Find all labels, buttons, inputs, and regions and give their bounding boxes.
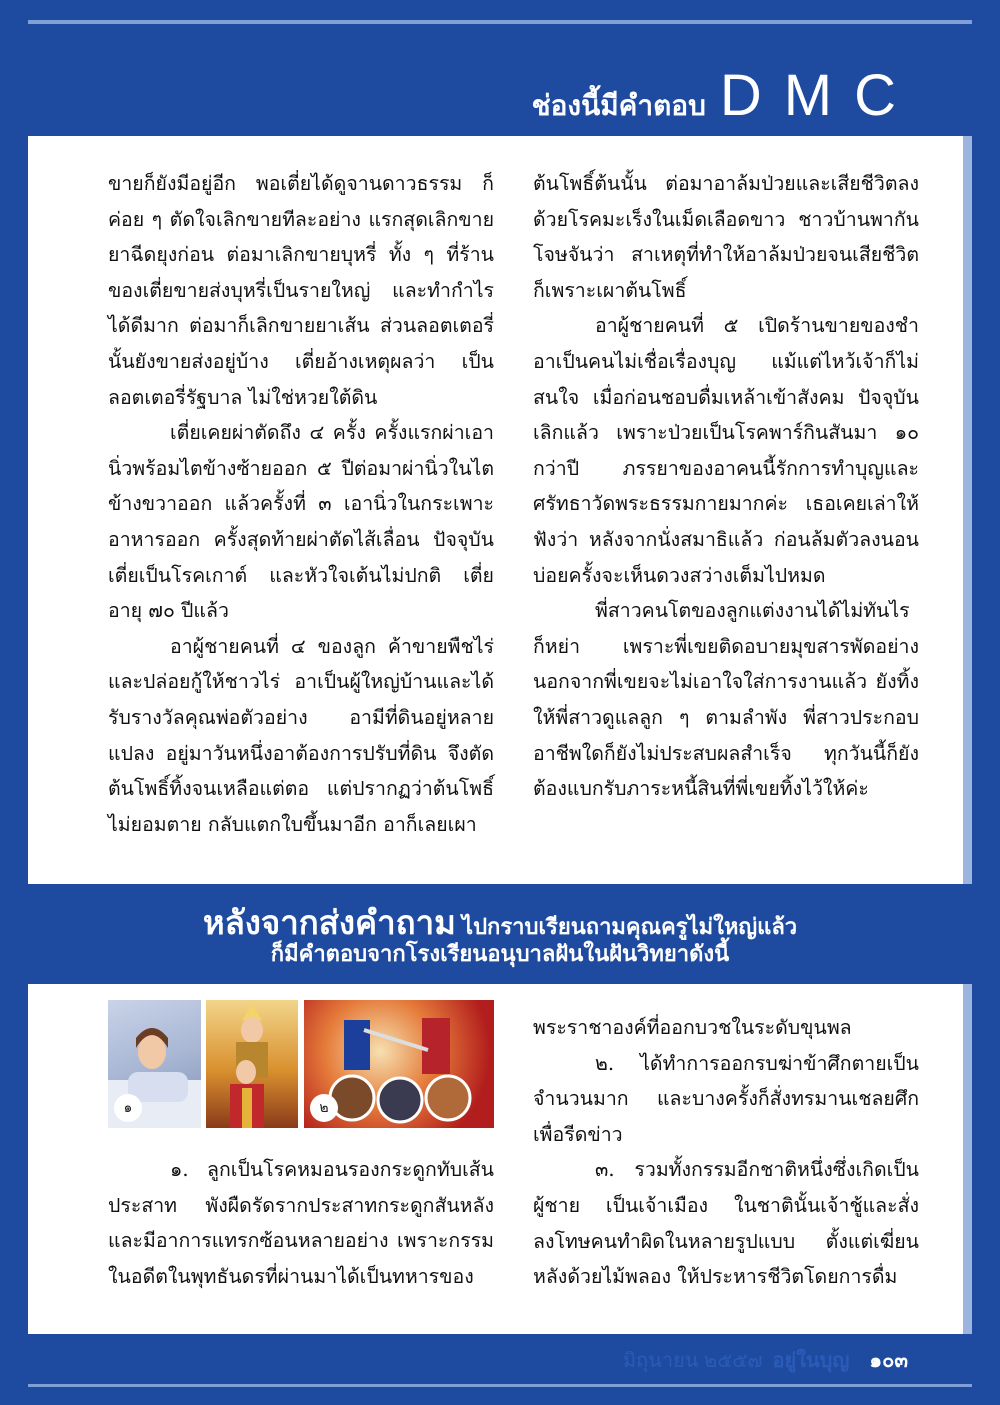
top-panel-edge: [963, 136, 972, 884]
paragraph: เตี่ยเคยผ่าตัดถึง ๔ ครั้ง ครั้งแรกผ่าเอานิ่วพร้อมไตข้างซ้ายออก ๕ ปีต่อมาผ่านิ่วในไตข้างขวาออก แล้วครั้งที่ ๓ เอานิ่วในกระเพาะอาหารออก ครั้งสุดท้ายผ่าตัดไส้เลื่อน ปัจจุบันเตี่ยเป็นโรคเกาต์ และหัวใจเต้นไม่ปกติ เตี่ยอายุ ๗๐ ปีแล้ว: [108, 421, 494, 623]
illustration-number: ๒: [310, 1094, 338, 1122]
paragraph: อาผู้ชายคนที่ ๕ เปิดร้านขายของชำ อาเป็นคนไม่เชื่อเรื่องบุญ แม้แต่ไหว้เจ้าก็ไม่สนใจ เมื่อก่อนชอบดื่มเหล้าเข้าสังคม ปัจจุบันเลิกแล้ว เพราะป่วยเป็นโรคพาร์กินสันมา ๑๐ กว่าปี ภรรยาของอาคนนี้รักการทำบุญและศรัทธาวัดพระธรรมกายมากค่ะ เธอเคยเล่าให้ฟังว่า หลังจากนั่งสมาธิแล้ว ก่อนล้มตัวลงนอนบ่อยครั้งจะเห็นดวงสว่างเต็มไปหมด: [533, 314, 919, 587]
banner-subheading: ก็มีคำตอบจากโรงเรียนอนุบาลฝันในฝันวิทยาดังนี้: [270, 941, 730, 966]
illustration-patient: [108, 1000, 201, 1128]
column-top-right: [533, 166, 919, 807]
paragraph: ๒. ได้ทำการออกรบฆ่าข้าศึกตายเป็นจำนวนมาก และบางครั้งก็สั่งทรมานเชลยศึกเพื่อรีดข่าว: [533, 1051, 919, 1146]
illustration-king-soldier: [206, 1000, 298, 1128]
paragraph: พระราชาองค์ที่ออกบวชในระดับขุนพล: [533, 1016, 852, 1039]
banner-heading-rest: ไปกราบเรียนถามคุณครูไม่ใหญ่แล้ว: [455, 914, 798, 939]
paragraph: ต้นโพธิ์ต้นนั้น ต่อมาอาล้มป่วยและเสียชีวิตลงด้วยโรคมะเร็งในเม็ดเลือดขาว ชาวบ้านพากันโจษจันว่า สาเหตุที่ทำให้อาล้มป่วยจนเสียชีวิตก็เพราะเผาต้นโพธิ์: [533, 172, 919, 302]
column-bottom-left: [108, 1152, 494, 1294]
page-footer: [623, 1342, 918, 1378]
bottom-panel-edge: [963, 984, 972, 1334]
paragraph: ขายก็ยังมีอยู่อีก พอเตี่ยได้ดูจานดาวธรรม ก็ค่อย ๆ ตัดใจเลิกขายทีละอย่าง แรกสุดเลิกขายยาฉีดยุงก่อน ต่อมาเลิกขายบุหรี่ ทั้ง ๆ ที่ร้านของเตี่ยขายส่งบุหรี่เป็นรายใหญ่ และทำกำไรได้ดีมาก ต่อมาก็เลิกขายยาเส้น ส่วนลอตเตอรี่นั้นยังขายส่งอยู่บ้าง เตี่ยอ้างเหตุผลว่า เป็นลอตเตอรี่รัฐบาล ไม่ใช่หวยใต้ดิน: [108, 172, 494, 409]
section-header: [532, 62, 918, 129]
illustration-number: ๑: [114, 1094, 142, 1122]
section-title-thai: ช่องนี้มีคำตอบ: [531, 90, 706, 121]
answer-banner: [28, 884, 972, 984]
page-number: ๑๐๓: [859, 1342, 918, 1378]
banner-heading: หลังจากส่งคำถาม: [202, 904, 456, 941]
magazine-name: อยู่ในบุญ: [772, 1350, 850, 1372]
column-top-left: [108, 166, 494, 842]
bottom-decor-line: [28, 1384, 972, 1387]
paragraph: ๓. รวมทั้งกรรมอีกชาติหนึ่งซึ่งเกิดเป็นผู้ชาย เป็นเจ้าเมือง ในชาตินั้นเจ้าชู้และสั่งลงโทษคนทำผิดในหลายรูปแบบ ตั้งแต่เฆี่ยนหลังด้วยไม้พลอง ให้ประหารชีวิตโดยการดื่ม: [533, 1158, 919, 1289]
top-decor-line: [28, 20, 972, 24]
issue-date: มิถุนายน ๒๕๕๗: [622, 1350, 763, 1372]
paragraph: พี่สาวคนโตของลูกแต่งงานได้ไม่ทันไรก็หย่า เพราะพี่เขยติดอบายมุขสารพัดอย่าง นอกจากพี่เขยจะไม่เอาใจใส่การงานแล้ว ยังทิ้งให้พี่สาวดูแลลูก ๆ ตามลำพัง พี่สาวประกอบอาชีพใดก็ยังไม่ประสบผลสำเร็จ ทุกวันนี้ก็ยังต้องแบกรับภาระหนี้สินที่พี่เขยทิ้งไว้ให้ค่ะ: [533, 599, 919, 801]
column-bottom-right: [533, 1010, 919, 1295]
paragraph: ๑. ลูกเป็นโรคหมอนรองกระดูกทับเส้นประสาท พังผืดรัดรากประสาทกระดูกสันหลัง และมีอาการแทรกซ้อนหลายอย่าง เพราะกรรมในอดีตในพุทธันดรที่ผ่านมาได้เป็นทหารของ: [108, 1158, 494, 1288]
section-title-dmc: DMC: [719, 63, 918, 128]
paragraph: อาผู้ชายคนที่ ๔ ของลูก ค้าขายพืชไร่และปล่อยกู้ให้ชาวไร่ อาเป็นผู้ใหญ่บ้านและได้รับรางวัลคุณพ่อตัวอย่าง อามีที่ดินอยู่หลายแปลง อยู่มาวันหนึ่งอาต้องการปรับที่ดิน จึงตัดต้นโพธิ์ทิ้งจนเหลือแต่ตอ แต่ปรากฏว่าต้นโพธิ์ไม่ยอมตาย กลับแตกใบขึ้นมาอีก อาก็เลยเผา: [108, 634, 494, 836]
illustration-battle: [304, 1000, 494, 1128]
